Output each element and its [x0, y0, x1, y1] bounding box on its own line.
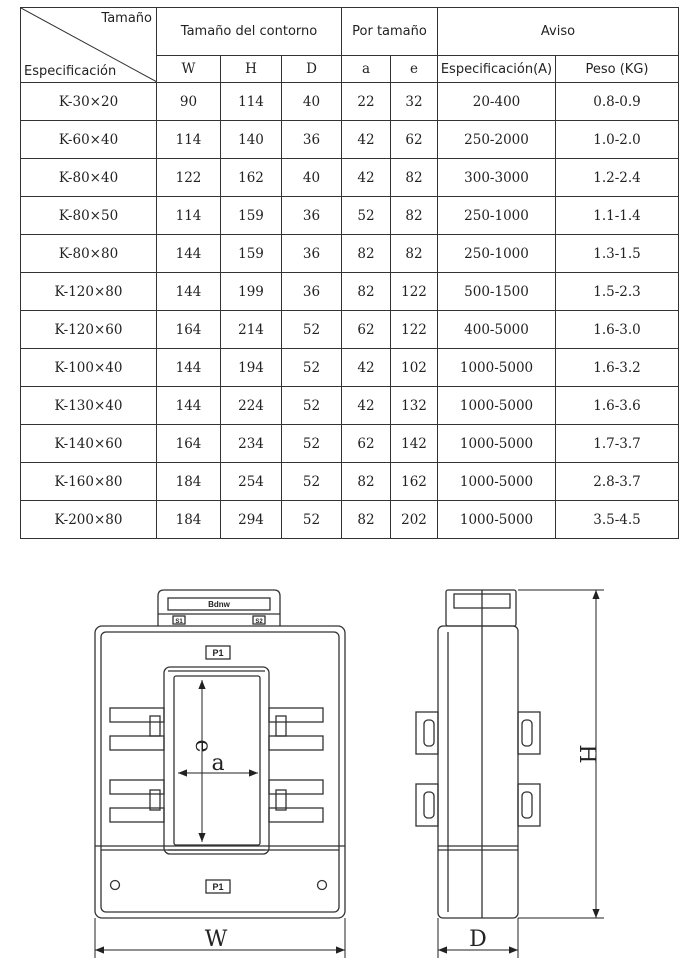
cell-w: 184	[157, 463, 221, 501]
cell-d: 52	[282, 425, 342, 463]
header-d: D	[282, 56, 342, 83]
header-h: H	[221, 56, 282, 83]
cell-weight: 1.6-3.6	[556, 387, 679, 425]
cell-d: 36	[282, 235, 342, 273]
cell-w: 114	[157, 121, 221, 159]
cell-spec: 250-1000	[438, 235, 556, 273]
cell-d: 40	[282, 83, 342, 121]
cell-model: K-130×40	[21, 387, 157, 425]
header-contour-size: Tamaño del contorno	[157, 8, 342, 56]
table-row	[21, 235, 679, 273]
cell-d: 40	[282, 159, 342, 197]
cell-a: 42	[342, 121, 391, 159]
cell-weight: 1.5-2.3	[556, 273, 679, 311]
cell-w: 164	[157, 425, 221, 463]
cell-e: 202	[391, 501, 438, 539]
cell-h: 199	[221, 273, 282, 311]
mount-hole-right	[318, 881, 327, 890]
cell-e: 122	[391, 311, 438, 349]
cell-w: 144	[157, 387, 221, 425]
header-w: W	[157, 56, 221, 83]
cell-e: 102	[391, 349, 438, 387]
table-row	[21, 463, 679, 501]
cell-model: K-80×50	[21, 197, 157, 235]
cell-e: 122	[391, 273, 438, 311]
cell-spec: 1000-5000	[438, 425, 556, 463]
dim-h-label: H	[574, 744, 599, 764]
cell-a: 52	[342, 197, 391, 235]
cell-w: 144	[157, 349, 221, 387]
cell-a: 42	[342, 387, 391, 425]
cell-h: 140	[221, 121, 282, 159]
cell-weight: 1.6-3.2	[556, 349, 679, 387]
cell-spec: 20-400	[438, 83, 556, 121]
cell-a: 62	[342, 311, 391, 349]
cell-e: 62	[391, 121, 438, 159]
terminal-s1-label: S1	[175, 619, 183, 625]
table-row	[21, 83, 679, 121]
corner-header-cell	[21, 8, 157, 83]
cell-spec: 1000-5000	[438, 349, 556, 387]
cell-model: K-140×60	[21, 425, 157, 463]
cell-model: K-60×40	[21, 121, 157, 159]
header-notice: Aviso	[438, 8, 679, 56]
cell-spec: 250-1000	[438, 197, 556, 235]
cell-d: 52	[282, 387, 342, 425]
cell-e: 82	[391, 159, 438, 197]
table-row	[21, 159, 679, 197]
cell-a: 82	[342, 501, 391, 539]
cell-e: 132	[391, 387, 438, 425]
cell-spec: 1000-5000	[438, 387, 556, 425]
table-row	[21, 387, 679, 425]
cell-w: 114	[157, 197, 221, 235]
corner-label-size: Tamaño	[101, 11, 152, 26]
cell-d: 36	[282, 273, 342, 311]
table-row	[21, 311, 679, 349]
cell-h: 194	[221, 349, 282, 387]
table-row	[21, 349, 679, 387]
cell-weight: 1.6-3.0	[556, 311, 679, 349]
cell-d: 52	[282, 349, 342, 387]
cell-h: 114	[221, 83, 282, 121]
terminal-s2-label: S2	[255, 619, 263, 625]
dim-w-label: W	[204, 927, 228, 952]
cell-spec: 300-3000	[438, 159, 556, 197]
cell-d: 52	[282, 501, 342, 539]
cell-weight: 1.2-2.4	[556, 159, 679, 197]
cell-h: 162	[221, 159, 282, 197]
cell-d: 36	[282, 197, 342, 235]
table-row	[21, 197, 679, 235]
cell-weight: 1.7-3.7	[556, 425, 679, 463]
table-row	[21, 273, 679, 311]
header-e: e	[391, 56, 438, 83]
mount-hole-left	[111, 881, 120, 890]
cell-a: 42	[342, 349, 391, 387]
cell-weight: 1.1-1.4	[556, 197, 679, 235]
corner-label-spec: Especificación	[24, 64, 117, 79]
cell-spec: 500-1500	[438, 273, 556, 311]
cell-h: 159	[221, 235, 282, 273]
cell-model: K-120×60	[21, 311, 157, 349]
dim-d-label: D	[469, 927, 487, 952]
cell-h: 159	[221, 197, 282, 235]
dim-e-label: e	[190, 739, 215, 753]
cell-e: 142	[391, 425, 438, 463]
cell-model: K-160×80	[21, 463, 157, 501]
cell-w: 184	[157, 501, 221, 539]
cell-h: 234	[221, 425, 282, 463]
cell-weight: 1.3-1.5	[556, 235, 679, 273]
cell-spec: 1000-5000	[438, 463, 556, 501]
header-spec: Especificación(A)	[438, 56, 556, 83]
cell-e: 162	[391, 463, 438, 501]
cell-w: 122	[157, 159, 221, 197]
header-a: a	[342, 56, 391, 83]
cell-d: 36	[282, 121, 342, 159]
cell-h: 224	[221, 387, 282, 425]
header-hole-size: Por tamaño	[342, 8, 438, 56]
dim-a-label: a	[211, 751, 225, 776]
cell-w: 164	[157, 311, 221, 349]
terminal-p1-top-label: P1	[212, 648, 224, 658]
cell-weight: 1.0-2.0	[556, 121, 679, 159]
cell-h: 214	[221, 311, 282, 349]
table-row	[21, 425, 679, 463]
terminal-p1-bottom-label: P1	[212, 882, 224, 892]
cell-e: 82	[391, 197, 438, 235]
transformer-drawing	[0, 578, 700, 977]
header-weight: Peso (KG)	[556, 56, 679, 83]
cell-model: K-30×20	[21, 83, 157, 121]
cell-a: 82	[342, 463, 391, 501]
cell-h: 254	[221, 463, 282, 501]
cell-a: 82	[342, 235, 391, 273]
cell-e: 82	[391, 235, 438, 273]
cell-a: 82	[342, 273, 391, 311]
cell-model: K-80×40	[21, 159, 157, 197]
side-view	[416, 590, 540, 918]
cell-model: K-120×80	[21, 273, 157, 311]
cell-d: 52	[282, 463, 342, 501]
cell-weight: 3.5-4.5	[556, 501, 679, 539]
cell-model: K-100×40	[21, 349, 157, 387]
cell-spec: 250-2000	[438, 121, 556, 159]
label-plate-text: Bdnw	[208, 600, 230, 609]
cell-a: 62	[342, 425, 391, 463]
cell-w: 144	[157, 273, 221, 311]
cell-model: K-80×80	[21, 235, 157, 273]
cell-a: 22	[342, 83, 391, 121]
spec-table	[20, 7, 679, 539]
cell-a: 42	[342, 159, 391, 197]
cell-model: K-200×80	[21, 501, 157, 539]
cell-w: 144	[157, 235, 221, 273]
cell-d: 52	[282, 311, 342, 349]
cell-spec: 400-5000	[438, 311, 556, 349]
cell-e: 32	[391, 83, 438, 121]
table-row	[21, 501, 679, 539]
cell-weight: 2.8-3.7	[556, 463, 679, 501]
table-row	[21, 121, 679, 159]
cell-weight: 0.8-0.9	[556, 83, 679, 121]
cell-h: 294	[221, 501, 282, 539]
cell-spec: 1000-5000	[438, 501, 556, 539]
cell-w: 90	[157, 83, 221, 121]
